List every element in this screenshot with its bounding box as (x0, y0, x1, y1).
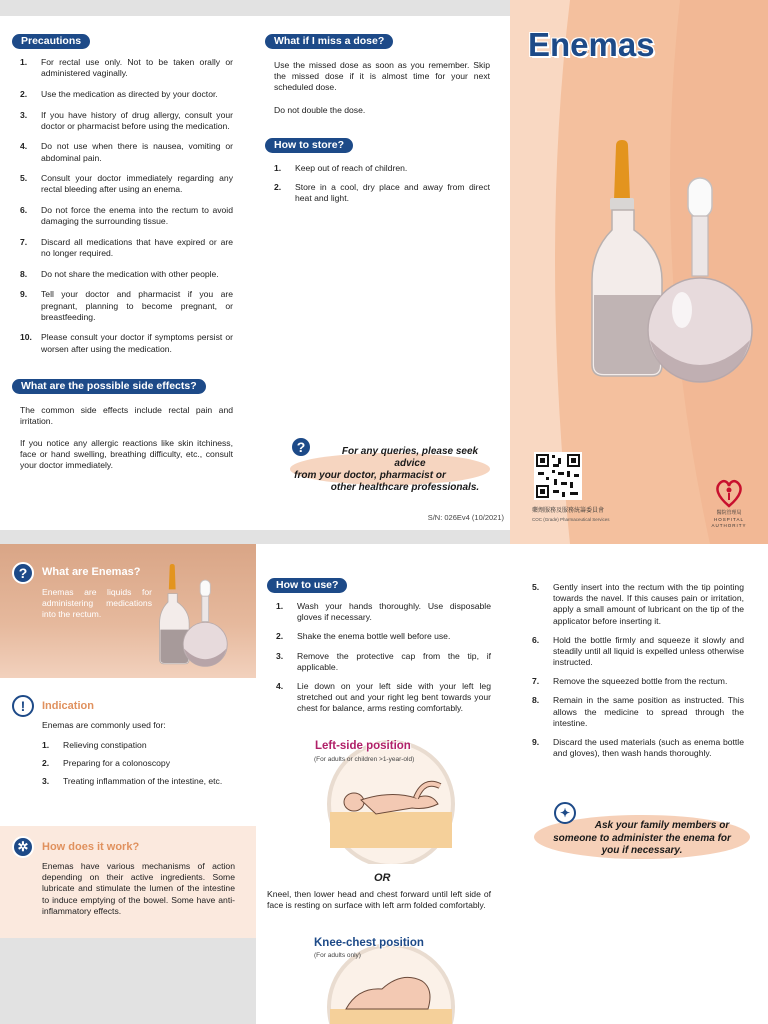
how-use-continued-item-number: 8. (532, 695, 540, 706)
hospital-authority-logo (715, 478, 743, 508)
indication-item-text: Relieving constipation (63, 740, 147, 750)
precaution-item-number: 5. (20, 173, 28, 184)
precaution-item-number: 10. (20, 332, 32, 343)
how-use-item-number: 1. (276, 601, 284, 611)
tip-line-1: Ask your family members or (594, 820, 730, 831)
indication-item-text: Preparing for a colonoscopy (63, 758, 171, 769)
precaution-item-number: 8. (20, 268, 28, 279)
precaution-item-text: Do not force the enema into the rectum to avoid damaging the surrounding tissue. (41, 205, 233, 227)
how-use-item-text: Wash your hands thoroughly. Use disposable gloves if necessary. (297, 601, 491, 623)
side-effects-paragraph-2: If you notice any allergic reactions like skin itchiness, face or hand swelling, breathing difficulty, etc., consult your doctor immediately. (20, 438, 233, 471)
indication-item-number: 1. (42, 740, 50, 750)
gear-icon: ✲ (12, 836, 34, 858)
precaution-item-number: 2. (20, 88, 28, 99)
store-item (274, 182, 490, 204)
precautions-list (20, 57, 233, 364)
what-are-heading: What are Enemas? (42, 566, 141, 578)
ha-name-line-1: HOSPITAL (714, 517, 744, 522)
cover-title: Enemas (528, 26, 655, 63)
how-use-continued-item (532, 582, 744, 627)
store-item-number: 1. (274, 163, 282, 173)
store-item (274, 163, 490, 174)
committee-english-name: COC (Grade) Pharmaceutical Services (532, 517, 610, 522)
knee-chest-subtitle: (For adults only) (314, 952, 361, 959)
dose-storage-panel (256, 16, 510, 530)
store-item-number: 2. (274, 182, 282, 193)
how-use-continued-list (532, 582, 744, 767)
precaution-item (20, 289, 233, 323)
how-use-item-text: Lie down on your left side with your left leg stretched out and your right leg bent towards your chest for balance, arms resting comfortably. (297, 680, 491, 714)
indication-item-text: Treating inflammation of the intestine, etc. (63, 776, 223, 787)
enema-bottles-small-illustration (156, 564, 246, 674)
precaution-item-text: Use the medication as directed by your doctor. (41, 88, 218, 99)
how-use-continued-item-text: Hold the bottle firmly and squeeze it slowly and steadily until all liquid is expelled unless otherwise instructed. (553, 634, 744, 668)
tip-line-3: you if necessary. (601, 845, 683, 856)
how-use-continued-item (532, 737, 744, 759)
queries-callout (280, 436, 490, 493)
exclamation-icon: ! (12, 695, 34, 717)
indication-item-number: 2. (42, 758, 50, 769)
how-use-list (276, 601, 491, 722)
how-use-item (276, 601, 491, 623)
how-use-continued-item-number: 7. (532, 676, 540, 687)
store-heading: How to store? (265, 138, 353, 153)
store-item-text: Keep out of reach of children. (295, 163, 408, 173)
miss-dose-paragraph-1: Use the missed dose as soon as you remember. Skip the missed dose if it is almost time for your next scheduled dose. (274, 60, 490, 93)
indication-item-number: 3. (42, 776, 50, 787)
store-item-text: Store in a cool, dry place and away from direct heat and light. (295, 182, 490, 204)
about-enemas-panel (0, 544, 256, 938)
indication-heading: Indication (42, 700, 94, 712)
qr-code (534, 452, 582, 500)
cover-panel (510, 0, 768, 544)
tip-callout (532, 800, 752, 862)
lightbulb-icon: ✦ (554, 802, 576, 824)
indication-item (42, 740, 242, 751)
knee-chest-title: Knee-chest position (314, 937, 424, 949)
how-use-continued-item (532, 695, 744, 729)
how-use-continued-item-text: Gently insert into the rectum with the tip pointing towards the navel. If this causes pain or irritation, apply a small amount of lubricant on the tip of the applicator before inserting it. (553, 582, 744, 626)
what-are-text: Enemas are liquids for administering medications into the rectum. (42, 587, 152, 620)
queries-line-1: For any queries, please seek advice (341, 446, 479, 469)
precaution-item-number: 3. (20, 109, 28, 120)
precaution-item-number: 1. (20, 57, 28, 67)
indication-intro: Enemas are commonly used for: (42, 720, 166, 730)
precaution-item (20, 332, 233, 354)
precaution-item-text: Please consult your doctor if symptoms persist or worsen after using the medication. (41, 332, 233, 354)
precaution-item (20, 237, 233, 259)
miss-dose-paragraph-2: Do not double the dose. (274, 105, 366, 115)
precaution-item-text: Tell your doctor and pharmacist if you are pregnant, planning to become pregnant, or breastfeeding. (41, 289, 233, 322)
precaution-item (20, 205, 233, 227)
how-use-continued-item-number: 9. (532, 736, 540, 747)
left-side-subtitle: (For adults or children >1-year-old) (314, 756, 415, 763)
precaution-item-number: 7. (20, 236, 28, 247)
precaution-item (20, 57, 233, 79)
precaution-item-number: 6. (20, 205, 28, 216)
committee-chinese-name: 藥劑服務及服務統籌委員會 (532, 508, 605, 514)
how-work-box (0, 826, 256, 938)
how-use-continued-item (532, 635, 744, 669)
question-icon: ? (12, 562, 34, 584)
store-list (274, 163, 490, 213)
how-use-item-number: 2. (276, 631, 284, 642)
enema-bottles-illustration (590, 140, 768, 400)
kneel-text: Kneel, then lower head and chest forward until left side of face is resting on surface with left arm folded comfortably. (267, 889, 491, 911)
how-use-item (276, 651, 491, 673)
how-use-continued-item-text: Discard the used materials (such as enema bottle and gloves), then wash hands thoroughly. (553, 736, 744, 759)
precaution-item (20, 110, 233, 132)
ha-chinese-name: 醫院管理局 (716, 510, 742, 516)
what-are-banner (0, 544, 256, 678)
how-use-continued-item-text: Remove the squeezed bottle from the rectum. (553, 676, 728, 687)
precaution-item-text: Do not use when there is nausea, vomiting or abdominal pain. (41, 141, 233, 163)
indication-item (42, 776, 242, 787)
precautions-panel (0, 16, 256, 530)
precaution-item-text: Discard all medications that have expired or are no longer required. (41, 236, 233, 259)
how-use-item (276, 681, 491, 715)
question-icon: ? (290, 436, 312, 458)
indication-list (42, 740, 242, 795)
how-to-use-panel (256, 544, 512, 1024)
how-use-item-number: 3. (276, 650, 284, 661)
miss-dose-heading: What if I miss a dose? (265, 34, 393, 49)
how-use-continued-item-text: Remain in the same position as instructed. This allows the medicine to spread through the intestine. (553, 695, 744, 728)
precaution-item (20, 269, 233, 280)
queries-line-3: other healthcare professionals. (330, 482, 480, 493)
tip-line-2: someone to administer the enema for (553, 832, 731, 844)
precaution-item (20, 89, 233, 100)
left-side-title: Left-side position (315, 740, 411, 752)
precaution-item-text: Do not share the medication with other people. (41, 268, 219, 279)
how-work-heading: How does it work? (42, 841, 140, 853)
how-to-use-continued-panel (512, 544, 768, 1024)
precaution-item-text: For rectal use only. Not to be taken orally or administered vaginally. (41, 57, 233, 79)
side-effects-paragraph-1: The common side effects include rectal pain and irritation. (20, 405, 233, 427)
how-work-text: Enemas have various mechanisms of action depending on their active ingredients. Some lubricate and stimulate the lumen of the intestine to induce emptying of the bowel. Some have anti-inflammatory effects. (42, 861, 235, 916)
queries-line-2: from your doctor, pharmacist or (294, 470, 446, 481)
precaution-item (20, 173, 233, 195)
how-use-item-text: Remove the protective cap from the tip, if applicable. (297, 650, 491, 672)
indication-item (42, 758, 242, 769)
how-use-continued-item (532, 676, 744, 687)
precaution-item-number: 4. (20, 141, 28, 152)
how-use-item-text: Shake the enema bottle well before use. (297, 631, 451, 642)
precaution-item-text: Consult your doctor immediately regarding any rectal bleeding after using an enema. (41, 173, 233, 195)
precautions-heading: Precautions (12, 34, 90, 49)
or-label: OR (374, 872, 391, 884)
ha-name-line-2: AUTHORITY (711, 523, 747, 528)
how-use-heading: How to use? (267, 578, 347, 593)
precaution-item-text: If you have history of drug allergy, consult your doctor or pharmacist before using the medication. (41, 109, 233, 131)
precaution-item-number: 9. (20, 289, 28, 300)
how-use-continued-item-number: 6. (532, 634, 540, 645)
side-effects-heading: What are the possible side effects? (12, 379, 206, 394)
serial-number: S/N: 026Ev4 (10/2021) (427, 513, 504, 522)
how-use-item-number: 4. (276, 680, 284, 691)
how-use-item (276, 631, 491, 642)
precaution-item (20, 141, 233, 163)
how-use-continued-item-number: 5. (532, 582, 540, 592)
